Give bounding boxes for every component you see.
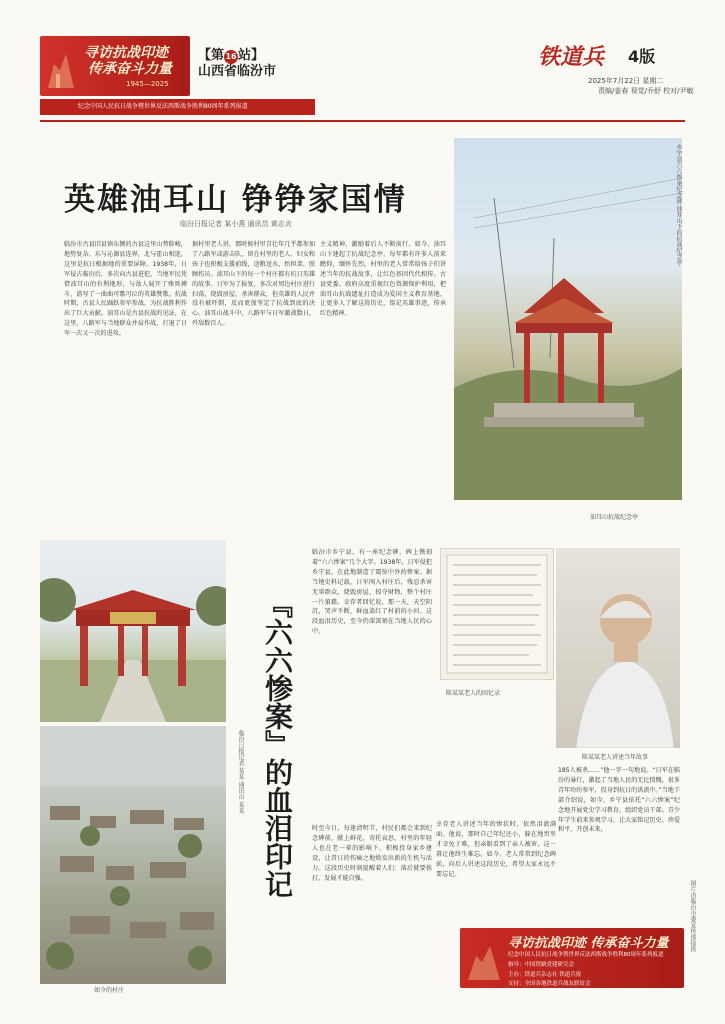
great-wall-icon (466, 934, 502, 982)
section-byline: 临汾日报记者 某某 通讯员 某某 (237, 730, 244, 814)
footer-title: 寻访抗战印迹 传承奋斗力量 (508, 936, 669, 951)
staff-line: 责编/姜春 视觉/乔舒 校对/尹敏 (598, 87, 694, 95)
header-rule (40, 120, 685, 122)
village-photo (40, 726, 226, 984)
memorial-gate-photo (40, 540, 226, 722)
article-column-2: 据村里老人讲，那时候村里青壮年几乎都参加了八路军或游击队，留在村里的老人、妇女和孩子也积极支援前线，送粮送水、抬担架、照顾伤员。油耳山下的每一个村庄都有抗日英雄的故事。日军为了报复，多次对周边村庄进行扫荡，烧毁房屋，杀害群众，但英雄的人民并没有被吓倒，反而更加坚定了抗战到底的决心。油耳山战斗中，八路军与日军激战数日，歼敌数百人。 (192, 241, 315, 328)
article-byline: 临汾日报记者 某小燕 通讯员 黄志贞 (180, 220, 292, 228)
elder-portrait-photo (556, 548, 680, 748)
footer-line-1: 纪念中国人民抗日战争暨世界反法西斯战争胜利80周年系列报道 (508, 952, 664, 958)
article-column-1: 临汾市古县旧县镇东侧的古县这里山势险峻，地势复杂。东与沁源县连界，北与霍山相连，这里是抗日根据地的重要屏障。1938年，日军侵占临汾后，多次向古县进犯，当地军民凭借油耳山的有利地形，与敌人展开了殊死搏斗，谱写了一曲曲可歌可泣的英雄赞歌。抗战时期，古县人民踊跃参军参战，为抗战胜利作出了巨大贡献。油耳山是古县抗战的见证，在这里，八路军与当地群众并肩作战，打退了日军一次又一次的进攻。 (64, 241, 187, 338)
footer-line-2: 指导：中国铁路党建研究会 (508, 962, 575, 968)
footer-line-4: 支持：全国各地铁道兵战友联谊会 (508, 981, 591, 987)
photo-credit-note: 图片由临汾市委宣传部提供 (689, 880, 696, 952)
section-column-3: 幸存老人讲述当年的惨状时，依然泪流满面。他说，那时自己年纪还小，躲在地窖里才幸免于难，但亲眼看到了亲人被害，这一幕让他终生难忘。如今，老人常常到纪念碑前，向后人讲述这段历史，希望大家永远不要忘记。 (436, 821, 556, 878)
footer-line-3: 主办：铁道兵杂志社 铁道兵报 (508, 972, 582, 978)
banner-line1: 寻访抗战印迹 (84, 45, 168, 61)
section-column-4: 185人被杀……”他一字一句地说。“日军在临汾的暴行，激起了当地人民的无比愤慨，很多青年纷纷参军，投身到抗日的洪流中。”当地干部介绍说，如今，乡宁县依托“六六惨案”纪念地开展党史学习教育，组织党员干部、青少年学生前来参观学习，让大家铭记历史、珍爱和平、开创未来。 (558, 767, 680, 834)
memoir-caption: 陈某某老人的回忆录 (446, 690, 501, 697)
station-suffix: 站】 (238, 48, 265, 63)
footer-banner (460, 928, 684, 988)
pavilion-caption: 油耳山抗战纪念亭 (590, 514, 639, 521)
banner-years: 1945—2025 (126, 80, 169, 88)
page-title: 英雄油耳山 铮铮家国情 (64, 182, 407, 218)
masthead: 铁道兵 (538, 44, 605, 70)
header-banner (40, 36, 190, 96)
station-number: 16 (224, 50, 238, 64)
village-caption: 如今的村庄 (94, 987, 125, 994)
date-line: 2025年7月22日 星期二 (588, 77, 664, 85)
section-title: 『六六惨案』的血泪印记 (261, 590, 294, 898)
banner-line2: 传承奋斗力量 (88, 61, 172, 77)
photo-vertical-caption: 乡宁县六六惨案纪念碑 油耳山下的抗战纪念亭 (675, 144, 682, 266)
memoir-document-photo (440, 548, 554, 680)
sub-banner: 纪念中国人民抗日战争暨世界反法西斯战争胜利80周年系列报道 (40, 99, 315, 115)
page-number: 4版 (628, 47, 656, 66)
station-place: 山西省临汾市 (198, 64, 277, 79)
section-column-2: 时至今日，每逢清明节，村民们都会来到纪念碑前，献上鲜花，寄托哀思。村里的年轻人也在老一辈的影响下，积极投身家乡建设，让昔日的伤痛之地焕发出新的生机与活力。这段历史时刻提醒着人们：落后就要挨打，发展才能自强。 (312, 825, 432, 882)
station-prefix: 【第 (198, 48, 225, 63)
section-column-1: 临汾市乡宁县，有一座纪念碑，碑上镌刻着“六六惨案”几个大字。1938年，日军侵犯乡宁县，在此地制造了震惊中外的惨案。据当地史料记载，日军闯入村庄后，残忍杀害无辜群众，烧毁房屋，掠夺财物，整个村庄一片狼藉。幸存者回忆说，那一天，天空阴沉，哭声不断，鲜血染红了村前的小河。这段血泪历史，至今仍深深刻在当地人民的心中。 (312, 549, 432, 636)
pavilion-photo (454, 138, 682, 500)
article-column-3: 主义精神，激励着后人不断前行。如今，油耳山下建起了抗战纪念亭，每年都有许多人前来瞻仰，缅怀先烈。村里的老人常常给孩子们讲述当年的抗战故事，让红色基因代代相传。古县党委、政府高度重视红色资源保护利用，把油耳山抗战遗址打造成为爱国主义教育基地，让更多人了解这段历史，铭记英雄事迹，传承红色精神。 (320, 241, 446, 318)
elder-caption: 陈某某老人讲述当年故事 (582, 754, 649, 761)
great-wall-icon (46, 44, 76, 90)
